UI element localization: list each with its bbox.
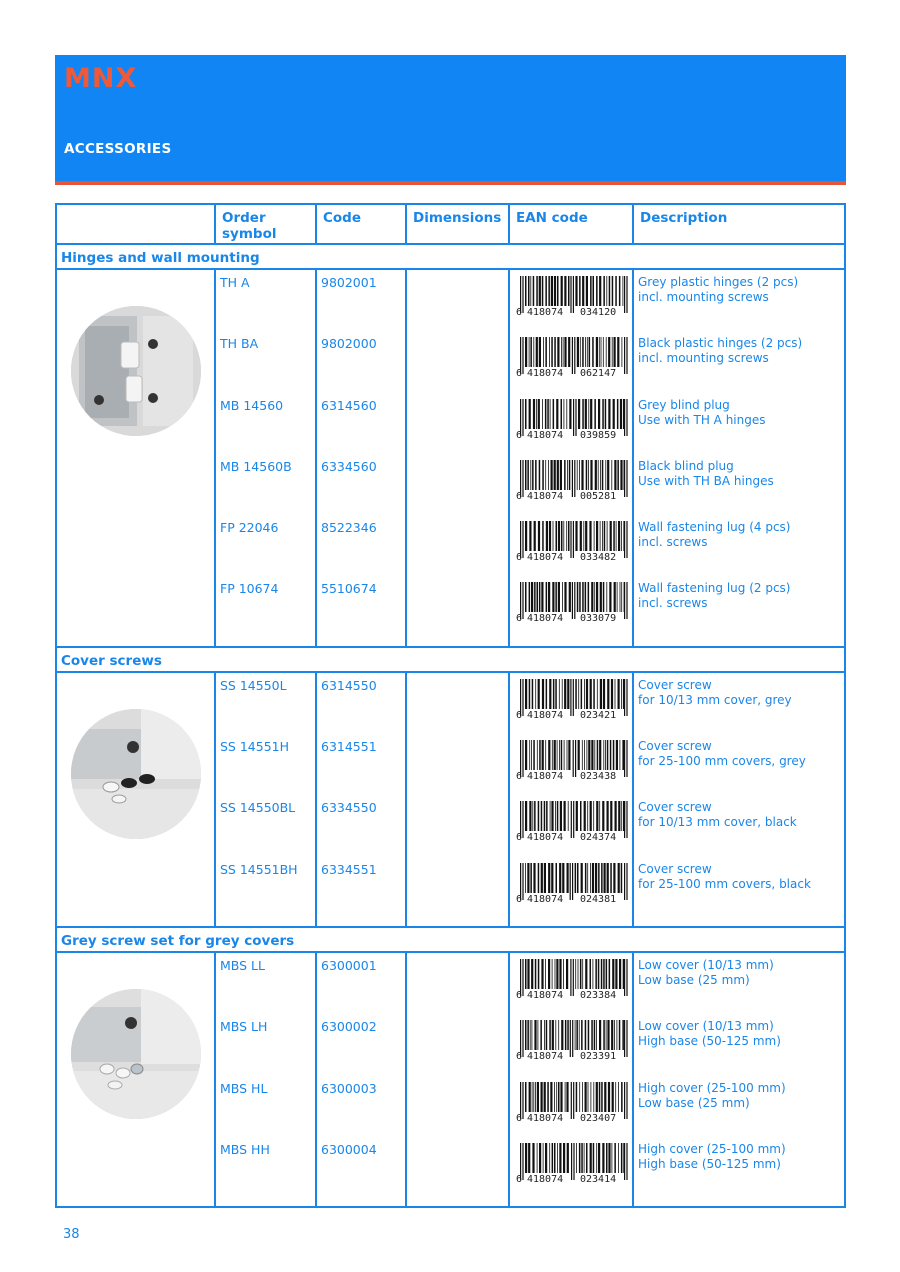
ean-cell <box>510 454 632 515</box>
description-line: High cover (25-100 mm) <box>638 1080 786 1095</box>
description-column <box>633 672 845 927</box>
barcode <box>516 460 630 502</box>
description-line: Low cover (10/13 mm) <box>638 957 774 972</box>
order-symbol: MB 14560B <box>220 458 292 474</box>
barcode-digit-group: 005281 <box>580 490 617 502</box>
group-header-row <box>56 244 845 269</box>
product-code: 8522346 <box>321 520 377 536</box>
description-line: for 10/13 mm cover, grey <box>638 692 792 707</box>
order-symbol-column <box>215 269 316 647</box>
barcode-digit-group: 6 <box>516 429 523 441</box>
barcode-digit-group: 418074 <box>527 613 564 625</box>
description-cell <box>634 393 844 454</box>
description-line: Wall fastening lug (2 pcs) <box>638 581 791 596</box>
description-line: Cover screw <box>638 861 712 876</box>
product-code: 6334560 <box>321 458 377 474</box>
description-line: Black blind plug <box>638 458 734 473</box>
barcode-digit-group: 6 <box>516 893 523 905</box>
group-body-row <box>56 952 845 1207</box>
product-code: 6314551 <box>321 739 377 755</box>
order-symbol: TH BA <box>220 336 259 352</box>
barcode-digits <box>516 894 630 906</box>
description-line: for 25-100 mm covers, black <box>638 876 811 891</box>
barcode-digit-group: 6 <box>516 1051 523 1063</box>
description-cell <box>634 331 844 392</box>
ean-barcode-column <box>509 269 633 647</box>
barcode-digit-group: 6 <box>516 989 523 1001</box>
order-symbol: FP 10674 <box>220 581 279 597</box>
page-number: 38 <box>63 1227 80 1242</box>
group-title: Grey screw set for grey covers <box>56 927 845 952</box>
barcode <box>516 679 630 721</box>
description-cell <box>634 515 844 576</box>
description-cell <box>634 857 844 918</box>
barcode-digit-group: 6 <box>516 832 523 844</box>
screw-set-photo <box>71 989 201 1119</box>
product-code: 6314560 <box>321 397 377 413</box>
ean-cell <box>510 953 632 1014</box>
ean-cell <box>510 857 632 918</box>
barcode-digits <box>516 307 630 319</box>
description-line: High cover (25-100 mm) <box>638 1141 786 1156</box>
barcode <box>516 582 630 624</box>
group-image-cell <box>56 672 215 927</box>
accessories-table <box>55 203 846 1208</box>
description-cell <box>634 454 844 515</box>
dimensions <box>407 857 508 918</box>
section-title: ACCESSORIES <box>64 141 172 157</box>
description-line: incl. screws <box>638 535 708 550</box>
description-line: Use with TH BA hinges <box>638 473 774 488</box>
dimensions <box>407 673 508 734</box>
dimensions <box>407 515 508 576</box>
barcode <box>516 276 630 318</box>
description-line: incl. mounting screws <box>638 351 769 366</box>
description-line: Low base (25 mm) <box>638 972 750 987</box>
barcode-digit-group: 6 <box>516 1173 523 1185</box>
product-code: 6334550 <box>321 800 377 816</box>
hinge-photo <box>71 306 201 436</box>
description-cell <box>634 953 844 1014</box>
barcode-digits <box>516 1051 630 1063</box>
description-line: Grey blind plug <box>638 397 730 412</box>
barcode-digits <box>516 710 630 722</box>
barcode-digits <box>516 430 630 442</box>
barcode <box>516 863 630 905</box>
barcode-digit-group: 023438 <box>580 771 617 783</box>
ean-cell <box>510 1014 632 1075</box>
barcode-digits <box>516 771 630 783</box>
barcode <box>516 399 630 441</box>
product-code-column <box>316 269 406 647</box>
description-line: Low cover (10/13 mm) <box>638 1019 774 1034</box>
dimensions <box>407 576 508 637</box>
brand-logo: MNX <box>64 63 138 94</box>
description-line: incl. screws <box>638 596 708 611</box>
barcode-digit-group: 034120 <box>580 307 617 318</box>
dimensions <box>407 331 508 392</box>
barcode-digit-group: 6 <box>516 307 523 318</box>
barcode <box>516 740 630 782</box>
group-image-cell <box>56 269 215 647</box>
barcode-digit-group: 418074 <box>527 307 564 318</box>
barcode <box>516 1020 630 1062</box>
barcode <box>516 801 630 843</box>
order-symbol: MBS HL <box>220 1080 268 1096</box>
barcode <box>516 1082 630 1124</box>
product-code: 5510674 <box>321 581 377 597</box>
ean-barcode-column <box>509 952 633 1207</box>
header-dimensions: Dimensions <box>406 204 509 244</box>
barcode-digits <box>516 491 630 503</box>
description-line: Wall fastening lug (4 pcs) <box>638 520 791 535</box>
dimensions <box>407 1014 508 1075</box>
banner-stripe <box>55 181 846 185</box>
order-symbol: MBS HH <box>220 1141 270 1157</box>
barcode-digit-group: 418074 <box>527 1173 564 1185</box>
barcode-digit-group: 6 <box>516 490 523 502</box>
description-cell <box>634 795 844 856</box>
order-symbol: SS 14550L <box>220 677 287 693</box>
order-symbol: SS 14550BL <box>220 800 296 816</box>
barcode-digit-group: 418074 <box>527 552 564 564</box>
product-code-column <box>316 952 406 1207</box>
product-code: 6300001 <box>321 957 377 973</box>
ean-cell <box>510 673 632 734</box>
order-symbol: TH A <box>220 275 250 290</box>
product-code: 6300004 <box>321 1141 377 1157</box>
description-line: for 25-100 mm covers, grey <box>638 754 806 769</box>
barcode <box>516 521 630 563</box>
ean-cell <box>510 734 632 795</box>
group-header-row <box>56 927 845 952</box>
barcode-digit-group: 039859 <box>580 429 617 441</box>
dimensions <box>407 795 508 856</box>
header-banner <box>55 55 846 181</box>
barcode-digit-group: 6 <box>516 1112 523 1124</box>
dimensions <box>407 270 508 331</box>
barcode-digit-group: 418074 <box>527 1112 564 1124</box>
barcode-digit-group: 6 <box>516 613 523 625</box>
order-symbol: SS 14551BH <box>220 861 298 877</box>
header-image-col <box>56 204 215 244</box>
description-line: Black plastic hinges (2 pcs) <box>638 336 803 351</box>
group-image-cell <box>56 952 215 1207</box>
barcode-digit-group: 418074 <box>527 1051 564 1063</box>
description-cell <box>634 1137 844 1198</box>
barcode-digits <box>516 552 630 564</box>
cover-screws-photo <box>71 709 201 839</box>
ean-cell <box>510 1137 632 1198</box>
dimensions <box>407 953 508 1014</box>
group-body-row <box>56 672 845 927</box>
description-line: Cover screw <box>638 800 712 815</box>
product-code: 6300002 <box>321 1019 377 1035</box>
product-code-column <box>316 672 406 927</box>
ean-cell <box>510 795 632 856</box>
ean-cell <box>510 331 632 392</box>
barcode-digit-group: 418074 <box>527 368 564 380</box>
ean-cell <box>510 576 632 637</box>
description-cell <box>634 1076 844 1137</box>
header-code: Code <box>316 204 406 244</box>
barcode-digit-group: 024374 <box>580 832 617 844</box>
dimensions-column <box>406 269 509 647</box>
description-cell <box>634 673 844 734</box>
barcode-digit-group: 033079 <box>580 613 617 625</box>
dimensions <box>407 734 508 795</box>
header-order-symbol: Order symbol <box>215 204 316 244</box>
group-body-row <box>56 269 845 647</box>
barcode-digits <box>516 990 630 1002</box>
dimensions <box>407 393 508 454</box>
barcode-digit-group: 6 <box>516 709 523 721</box>
barcode-digits <box>516 1174 630 1186</box>
group-header-row <box>56 647 845 672</box>
group-title: Hinges and wall mounting <box>56 244 845 269</box>
product-code: 6314550 <box>321 677 377 693</box>
header-ean-code: EAN code <box>509 204 633 244</box>
barcode <box>516 959 630 1001</box>
barcode-digit-group: 023421 <box>580 709 617 721</box>
description-line: High base (50-125 mm) <box>638 1156 781 1171</box>
description-line: for 10/13 mm cover, black <box>638 815 797 830</box>
dimensions-column <box>406 672 509 927</box>
product-code: 9802000 <box>321 336 377 352</box>
group-title: Cover screws <box>56 647 845 672</box>
barcode-digit-group: 023407 <box>580 1112 617 1124</box>
product-code: 6334551 <box>321 861 377 877</box>
dimensions <box>407 1076 508 1137</box>
ean-cell <box>510 393 632 454</box>
description-line: incl. mounting screws <box>638 290 769 304</box>
barcode-digits <box>516 368 630 380</box>
barcode-digit-group: 023414 <box>580 1173 617 1185</box>
order-symbol: FP 22046 <box>220 520 279 536</box>
barcode-digit-group: 6 <box>516 368 523 380</box>
barcode-digits <box>516 613 630 625</box>
description-line: Cover screw <box>638 739 712 754</box>
description-cell <box>634 576 844 637</box>
description-line: Low base (25 mm) <box>638 1095 750 1110</box>
header-description: Description <box>633 204 845 244</box>
barcode <box>516 1143 630 1185</box>
dimensions <box>407 1137 508 1198</box>
barcode-digit-group: 6 <box>516 552 523 564</box>
barcode-digit-group: 023391 <box>580 1051 617 1063</box>
order-symbol: MBS LL <box>220 957 265 973</box>
product-code: 9802001 <box>321 275 377 290</box>
description-cell <box>634 734 844 795</box>
barcode-digit-group: 418074 <box>527 771 564 783</box>
barcode-digit-group: 6 <box>516 771 523 783</box>
ean-cell <box>510 1076 632 1137</box>
ean-cell <box>510 515 632 576</box>
barcode-digit-group: 023384 <box>580 989 617 1001</box>
description-column <box>633 952 845 1207</box>
barcode-digits <box>516 832 630 844</box>
order-symbol-column <box>215 952 316 1207</box>
order-symbol-column <box>215 672 316 927</box>
barcode-digit-group: 033482 <box>580 552 617 564</box>
dimensions <box>407 454 508 515</box>
ean-barcode-column <box>509 672 633 927</box>
barcode-digit-group: 418074 <box>527 429 564 441</box>
description-cell <box>634 270 844 331</box>
description-column <box>633 269 845 647</box>
description-line: Grey plastic hinges (2 pcs) <box>638 275 799 289</box>
barcode-digit-group: 418074 <box>527 490 564 502</box>
order-symbol: MBS LH <box>220 1019 268 1035</box>
barcode-digit-group: 418074 <box>527 989 564 1001</box>
barcode-digit-group: 062147 <box>580 368 617 380</box>
description-line: Cover screw <box>638 677 712 692</box>
table-header-row <box>56 204 845 244</box>
barcode-digit-group: 418074 <box>527 893 564 905</box>
dimensions-column <box>406 952 509 1207</box>
barcode-digit-group: 418074 <box>527 832 564 844</box>
barcode-digit-group: 418074 <box>527 709 564 721</box>
description-line: Use with TH A hinges <box>638 412 766 427</box>
barcode <box>516 337 630 379</box>
order-symbol: MB 14560 <box>220 397 284 413</box>
order-symbol: SS 14551H <box>220 739 290 755</box>
description-cell <box>634 1014 844 1075</box>
barcode-digit-group: 024381 <box>580 893 617 905</box>
barcode-digits <box>516 1113 630 1125</box>
ean-cell <box>510 270 632 331</box>
description-line: High base (50-125 mm) <box>638 1034 781 1049</box>
product-code: 6300003 <box>321 1080 377 1096</box>
